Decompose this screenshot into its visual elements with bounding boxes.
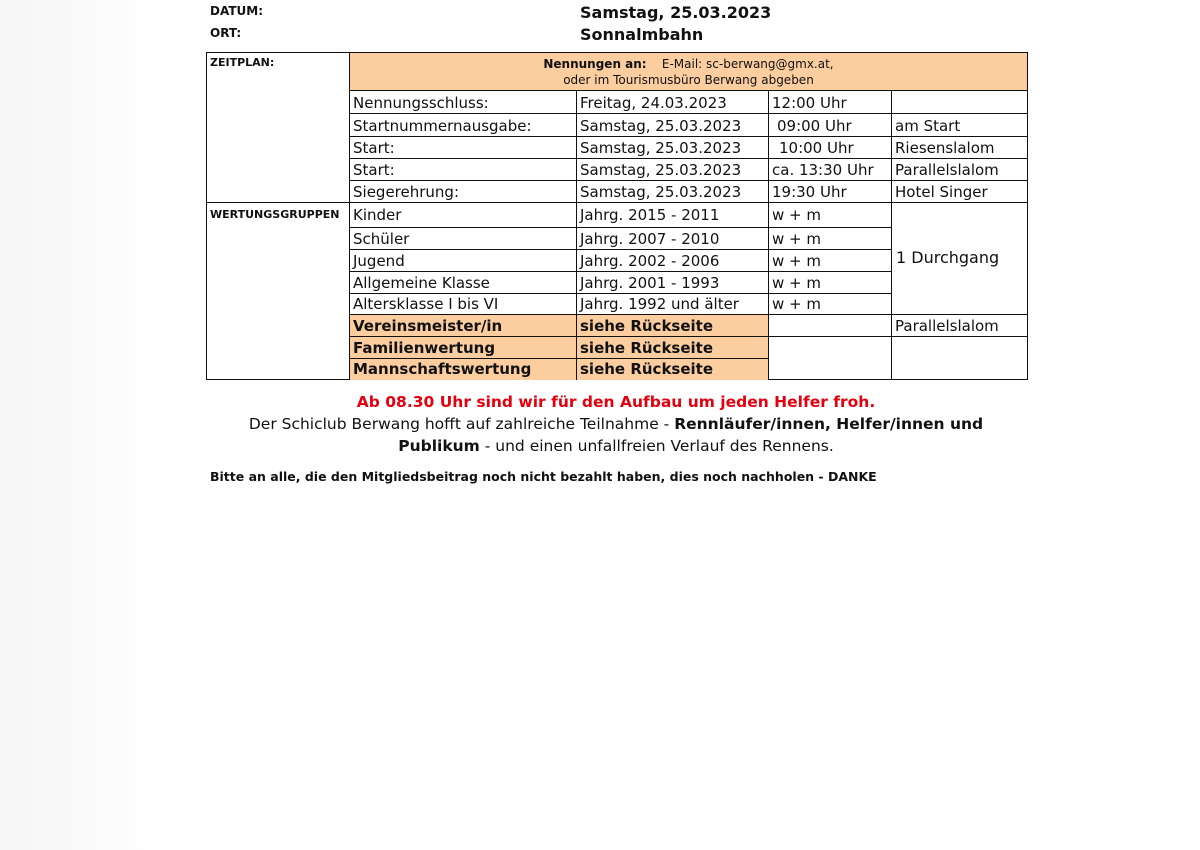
closing-text-1: Der Schiclub Berwang hofft auf zahlreiche Teilnahme - [248,415,675,433]
row-divider [349,249,891,250]
group-year-4: Jahrg. 2001 - 1993 [580,274,720,292]
nennungen-email: E-Mail: sc-berwang@gmx.at, [661,57,834,71]
zeitplan-date-5: Samstag, 25.03.2023 [580,183,742,201]
zeitplan-label-4: Start: [353,161,395,179]
group-year-2: Jahrg. 2007 - 2010 [580,230,720,248]
zeitplan-date-4: Samstag, 25.03.2023 [580,161,742,179]
group-name-3: Jugend [353,252,405,270]
zeitplan-label-3: Start: [353,139,395,157]
row-divider [349,158,1028,159]
section-divider [206,202,1028,203]
special-ref-3: siehe Rückseite [580,360,714,378]
membership-note: Bitte an alle, die den Mitgliedsbeitrag noch nicht bezahlt haben, dies noch nachholen - DANKE [210,469,877,484]
group-gender-2: w + m [772,230,821,248]
ort-label: ORT: [210,26,242,40]
nennungen-box [349,52,1028,91]
group-gender-3: w + m [772,252,821,270]
special-note-1: Parallelslalom [895,317,999,335]
zeitplan-label-1: Nennungsschluss: [353,94,489,112]
closing-bold-2: Publikum [398,437,480,455]
group-name-2: Schüler [353,230,410,248]
closing-bold-1: Rennläufer/innen, Helfer/innen und [674,415,984,433]
group-gender-1: w + m [772,206,821,224]
zeitplan-date-1: Freitag, 24.03.2023 [580,94,727,112]
zeitplan-time-1: 12:00 Uhr [772,94,847,112]
row-divider [349,113,1028,114]
datum-label: DATUM: [210,4,263,18]
row-divider [349,314,1028,315]
ort-value: Sonnalmbahn [580,25,704,44]
zeitplan-label-2: Startnummernausgabe: [353,117,532,135]
zeitplan-date-3: Samstag, 25.03.2023 [580,139,742,157]
closing-text-2: - und einen unfallfreien Verlauf des Rennens. [479,437,834,455]
helper-callout: Ab 08.30 Uhr sind wir für den Aufbau um jeden Helfer froh. [356,393,876,411]
closing-paragraph [206,413,1026,457]
zeitplan-note-2: am Start [895,117,961,135]
zeitplan-time-4: ca. 13:30 Uhr [772,161,874,179]
group-name-4: Allgemeine Klasse [353,274,490,292]
zeitplan-label-5: Siegerehrung: [353,183,459,201]
row-divider [349,336,1028,337]
zeitplan-note-4: Parallelslalom [895,161,999,179]
group-year-1: Jahrg. 2015 - 2011 [580,206,720,224]
wertungsgruppen-label: WERTUNGSGRUPPEN [210,208,340,221]
zeitplan-date-2: Samstag, 25.03.2023 [580,117,742,135]
zeitplan-time-3: 10:00 Uhr [779,139,854,157]
row-divider [349,271,891,272]
group-year-3: Jahrg. 2002 - 2006 [580,252,720,270]
durchgang-note: 1 Durchgang [896,248,1000,267]
zeitplan-label: ZEITPLAN: [210,56,275,69]
group-name-1: Kinder [353,206,402,224]
zeitplan-note-3: Riesenslalom [895,139,995,157]
row-divider [349,227,891,228]
special-name-2: Familienwertung [353,339,496,357]
row-divider [349,180,1028,181]
special-name-3: Mannschaftswertung [353,360,532,378]
group-gender-5: w + m [772,295,821,313]
special-ref-2: siehe Rückseite [580,339,714,357]
group-name-5: Altersklasse I bis VI [353,295,499,313]
datum-value: Samstag, 25.03.2023 [580,3,772,22]
zeitplan-time-5: 19:30 Uhr [772,183,847,201]
nennungen-label: Nennungen an: [543,57,647,71]
row-divider [349,136,1028,137]
zeitplan-note-5: Hotel Singer [895,183,988,201]
zeitplan-time-2: 09:00 Uhr [777,117,852,135]
special-ref-1: siehe Rückseite [580,317,714,335]
group-gender-4: w + m [772,274,821,292]
special-name-1: Vereinsmeister/in [353,317,503,335]
page-edge-shadow [0,0,160,850]
group-year-5: Jahrg. 1992 und älter [580,295,739,313]
nennungen-alt: oder im Tourismusbüro Berwang abgeben [563,73,814,87]
